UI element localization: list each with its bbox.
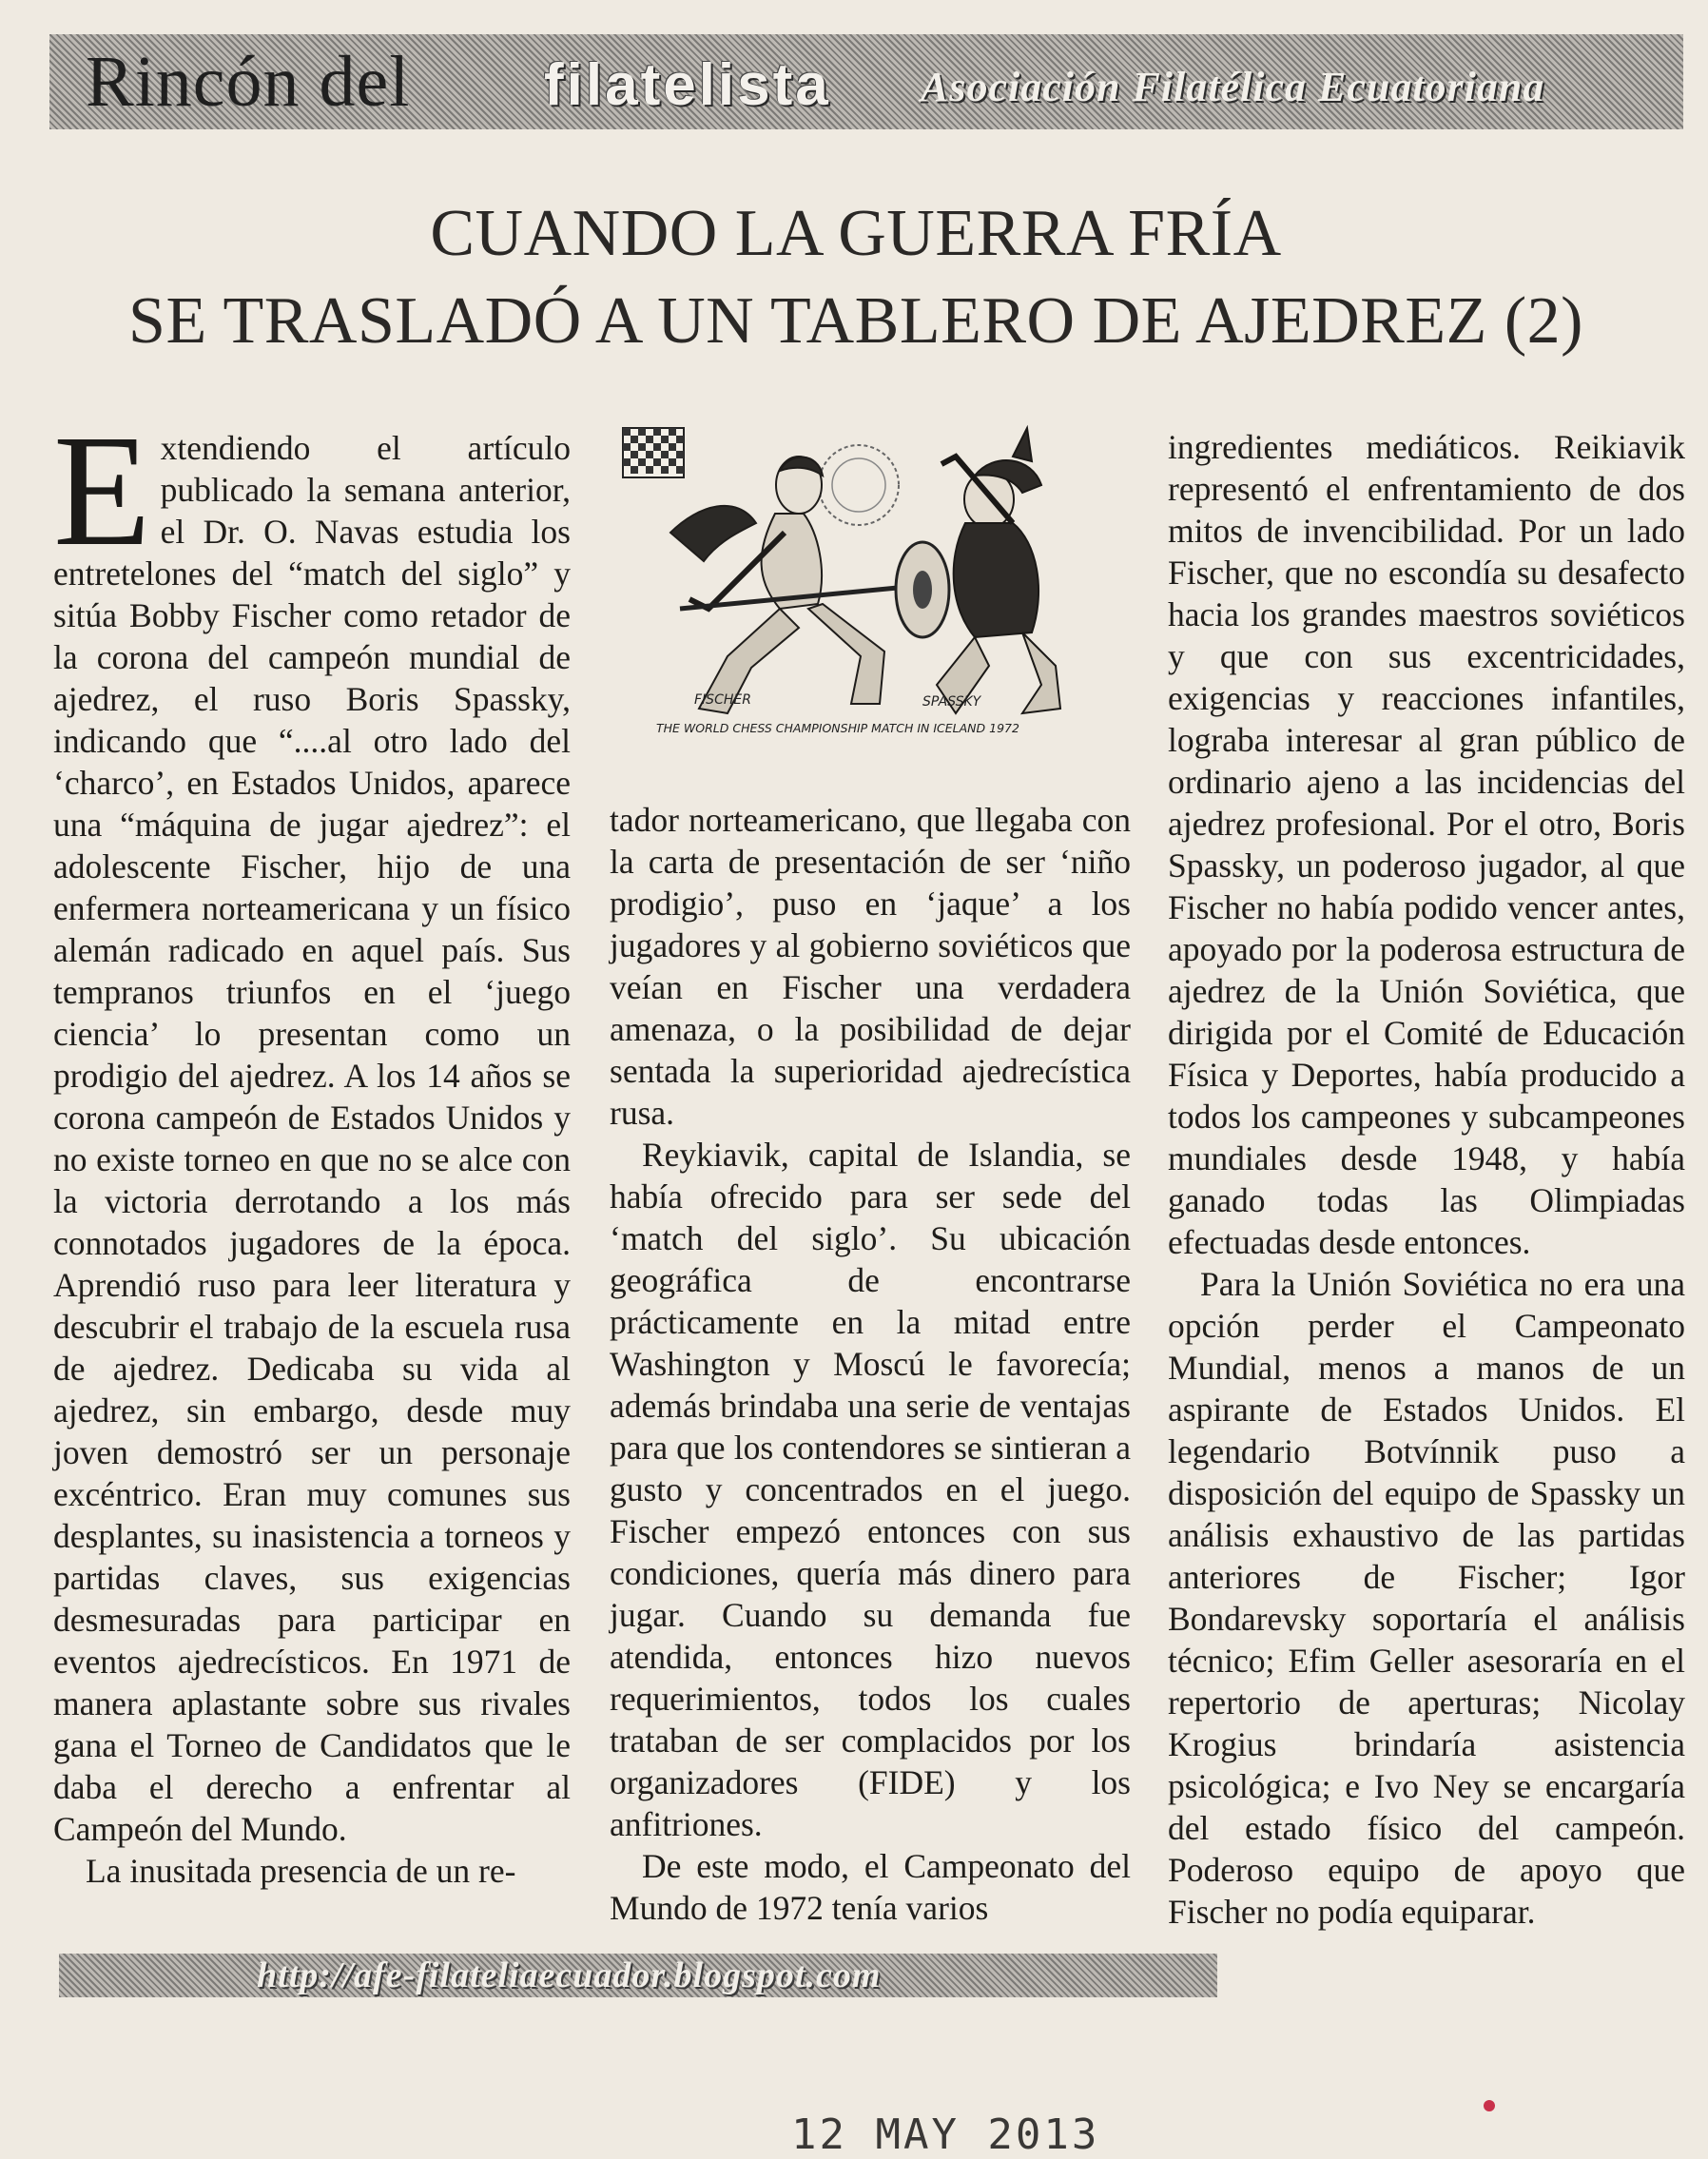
cartoon-label-left: FISCHER [694,692,751,708]
spassky-figure-icon [937,428,1060,713]
paragraph-6: ingredientes mediáticos. Reikiavik representó el enfrentamiento de dos mitos de invencibilidad. Por un lado Fischer, que no escondía su desafecto hacia los grandes maestros soviéticos y que con sus excentricidades, exigencias y reacciones infantiles, lograba interesar al gran público de ordinario ajeno a las incidencias del ajedrez profesional. Por el otro, Boris Spassky, un poderoso jugador, al que Fischer no había podido vencer antes, apoyado por la poderosa estructura de ajedrez de la Unión Soviética, que dirigida por el Comité de Educación Física y Deportes, había producido a todos los campeones y subcampeones mundiales desde 1948, y había ganado todas las Olimpiadas efectuadas desde entonces. [1168,428,1685,1261]
article-column-3 [1168,426,1685,1933]
masthead-organization: Asociación Filatélica Ecuatoriana [921,64,1545,110]
paragraph-3: tador norteamericano, que llegaba con la carta de presentación de ser ‘niño prodigio’, puso en ‘jaque’ a los jugadores y al gobierno soviéticos que veían en Fischer una verdadera amenaza, o la posibilidad de dejar sentada la superioridad ajedrecística rusa. [610,801,1131,1132]
paragraph-2: La inusitada presencia de un re- [86,1852,516,1890]
paragraph-1: xtendiendo el artículo publicado la semana anterior, el Dr. O. Navas estudia los entretelones del “match del siglo” y sitúa Bobby Fischer como retador de la corona del campeón mundial de ajedrez, el ruso Boris Spassky, indicando que “....al otro lado del ‘charco’, en Estados Unidos, aparece una “máquina de jugar ajedrez”: el adolescente Fischer, hijo de una enfermera norteamericana y un físico alemán radicado en aquel país. Sus tempranos triunfos en el ‘juego ciencia’ lo presentan como un prodigio del ajedrez. A los 14 años se corona campeón de Estados Unidos y no existe torneo en que no se alce con la victoria derrotando a los más connotados jugadores de la época. Aprendió ruso para leer literatura y descubrir el trabajo de la escuela rusa de ajedrez. Dedicaba su vida al ajedrez, sin embargo, desde muy joven demostró ser un personaje excéntrico. Eran muy comunes sus desplantes, su inasistencia a torneos y partidas claves, sus exigencias desmesuradas para participar en eventos ajedrecísticos. En 1971 de manera aplastante sobre sus rivales gana el Torneo de Candidatos que le daba el derecho a enfrentar al Campeón del Mundo. [53,429,571,1848]
paragraph-4: Reykiavik, capital de Islandia, se había ofrecido para ser sede del ‘match del siglo’. Su ubicación geográfica de encontrarse prácticamente en la mitad entre Washington y Moscú le favorecía; además brindaba una serie de ventajas para que los contendores se sintieran a gusto y concentrados en el juego. Fischer empezó entonces con sus condiciones, quería más dinero para jugar. Cuando su demanda fue atendida, entonces hizo nuevos requerimientos, todos los cuales trataban de ser complacidos por los organizadores (FIDE) y los anfitriones. [610,1136,1131,1843]
drop-cap: E [53,402,151,579]
postmark-icon [819,445,899,525]
paragraph-5: De este modo, el Campeonato del Mundo de 1972 tenía varios [610,1847,1131,1927]
date-stamp: 12 MAY 2013 [791,2110,1100,2159]
article-column-2 [610,799,1131,1929]
chessboard-icon [623,428,684,477]
article-column-1 [53,402,571,1892]
fischer-figure-icon [670,457,884,713]
cartoon-caption: THE WORLD CHESS CHAMPIONSHIP MATCH IN ICELAND 1972 [656,721,1019,735]
footer-url: http://afe-filateliaecuador.blogspot.com [257,1955,882,1995]
masthead-title-right: filatelista [544,52,831,118]
chess-cartoon-illustration [613,418,1132,747]
masthead-title-left: Rincón del [86,42,411,122]
paragraph-7: Para la Unión Soviética no era una opción perder el Campeonato Mundial, menos a manos de un aspirante de Estados Unidos. El legendario Botvínnik puso a disposición del equipo de Spassky un análisis exhaustivo de las partidas anteriores de Fischer; Igor Bondarevsky soportaría el análisis técnico; Efim Geller asesoraría en el repertorio de aperturas; Nicolay Krogius brindaría asistencia psicológica; e Ivo Ney se encargaría del estado físico del campeón. Poderoso equipo de apoyo que Fischer no podía equiparar. [1168,1265,1685,1931]
article-headline [57,190,1655,365]
ink-dot [1484,2100,1495,2111]
headline-line-1: CUANDO LA GUERRA FRÍA [430,197,1282,270]
headline-line-2: SE TRASLADÓ A UN TABLERO DE AJEDREZ (2) [128,284,1583,358]
cartoon-label-right: SPASSKY [922,694,981,710]
shield-icon [896,542,949,637]
